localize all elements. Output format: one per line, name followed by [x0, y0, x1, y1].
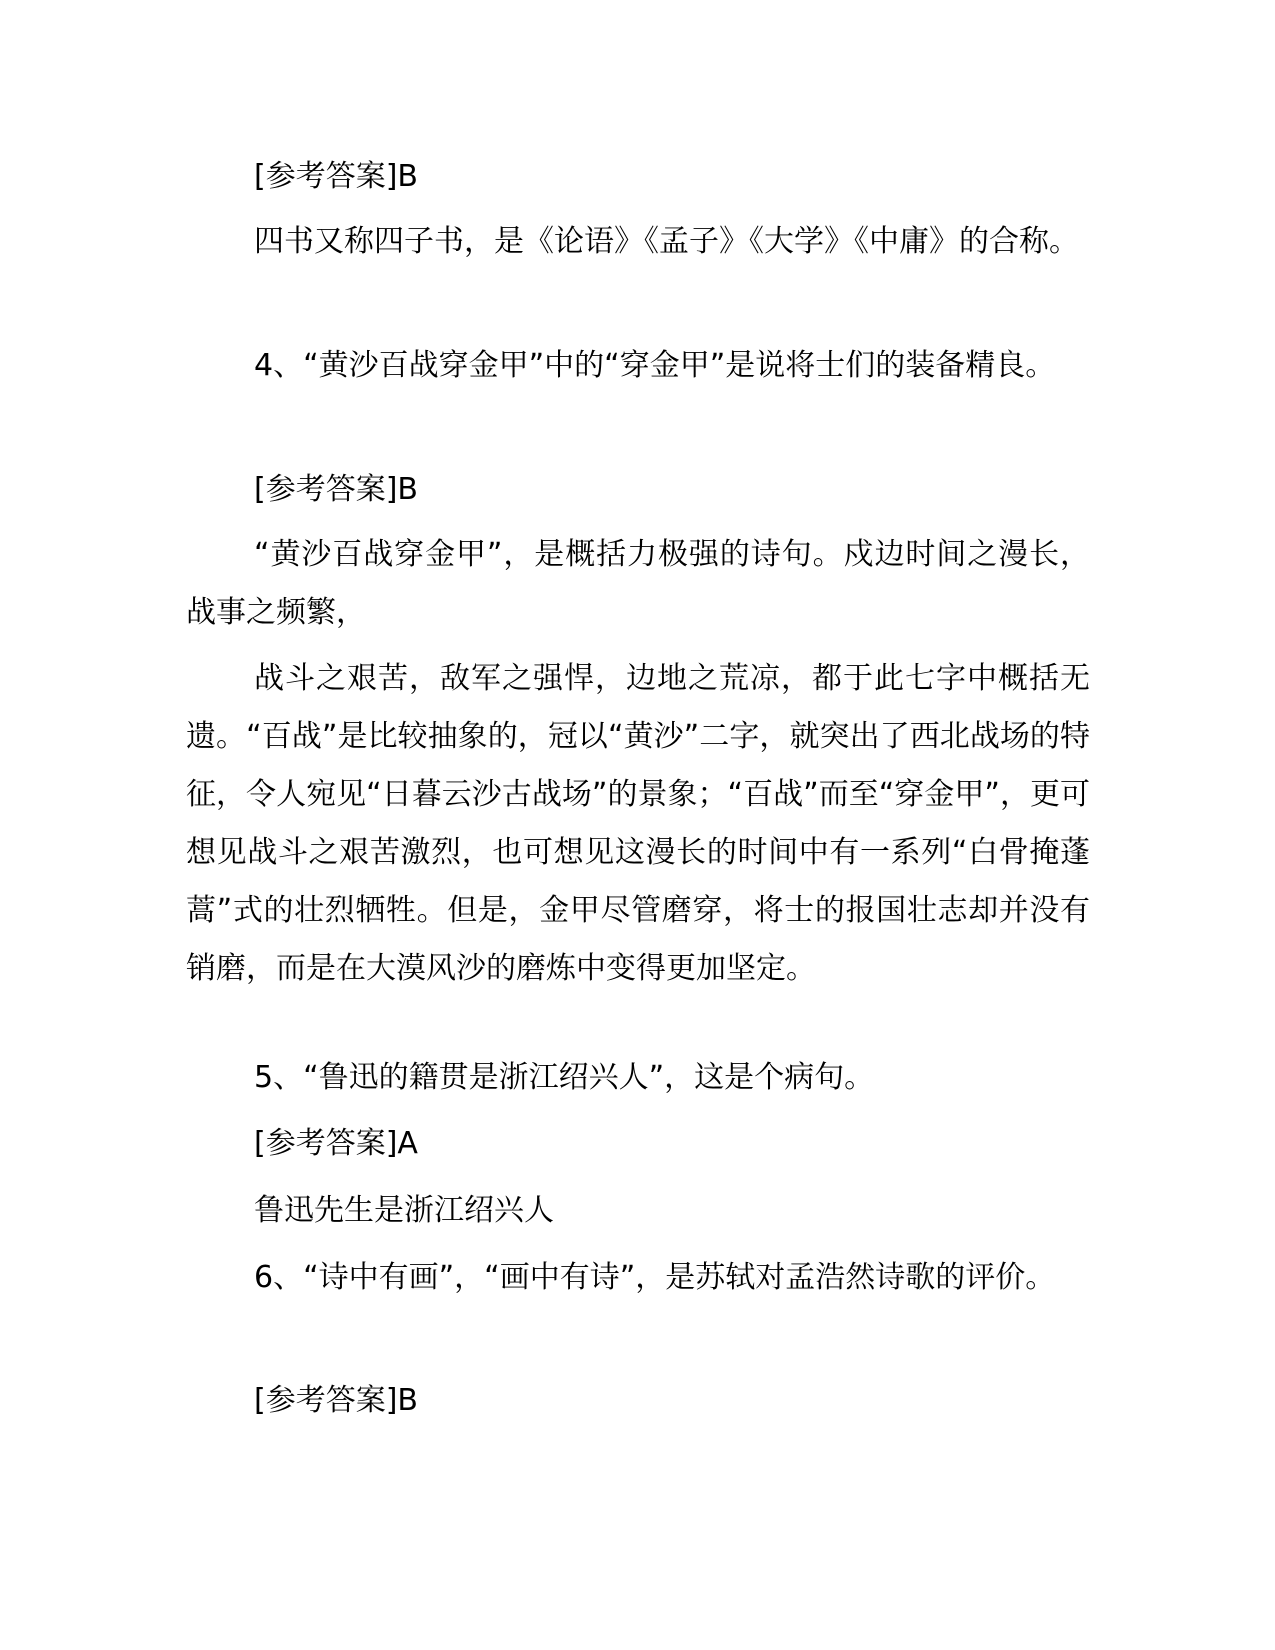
answer-label-q4: [参考答案]B: [254, 472, 418, 507]
answer-label-q6: [参考答案]B: [254, 1383, 418, 1418]
explanation-q3: 四书又称四子书，是《论语》《孟子》《大学》《中庸》的合称。: [254, 224, 1079, 259]
explanation-q4-part2: 战斗之艰苦，敌军之强悍，边地之荒凉，都于此七字中概括无遗。“百战”是比较抽象的，冠以“黄沙”二字，就突出了西北战场的特征，令人宛见“日暮云沙古战场”的景象；“百战”而至“穿金甲”，更可想见战斗之艰苦激烈，也可想见这漫长的时间中有一系列“白骨掩蓬蒿”式的壮烈牺牲。但是，金甲尽管磨穿，将士的报国壮志却并没有销磨，而是在大漠风沙的磨炼中变得更加坚定。: [186, 661, 1090, 986]
explanation-q5: 鲁迅先生是浙江绍兴人: [254, 1193, 554, 1228]
answer-label-q5: [参考答案]A: [254, 1126, 418, 1161]
question-4: 4、“黄沙百战穿金甲”中的“穿金甲”是说将士们的装备精良。: [254, 348, 1056, 383]
explanation-q4-part1: “黄沙百战穿金甲”，是概括力极强的诗句。戍边时间之漫长，战事之频繁，: [186, 537, 1090, 630]
question-5: 5、“鲁迅的籍贯是浙江绍兴人”，这是个病句。: [254, 1060, 875, 1095]
answer-label-q3: [参考答案]B: [254, 159, 418, 194]
question-6: 6、“诗中有画”，“画中有诗”，是苏轼对孟浩然诗歌的评价。: [254, 1260, 1056, 1295]
